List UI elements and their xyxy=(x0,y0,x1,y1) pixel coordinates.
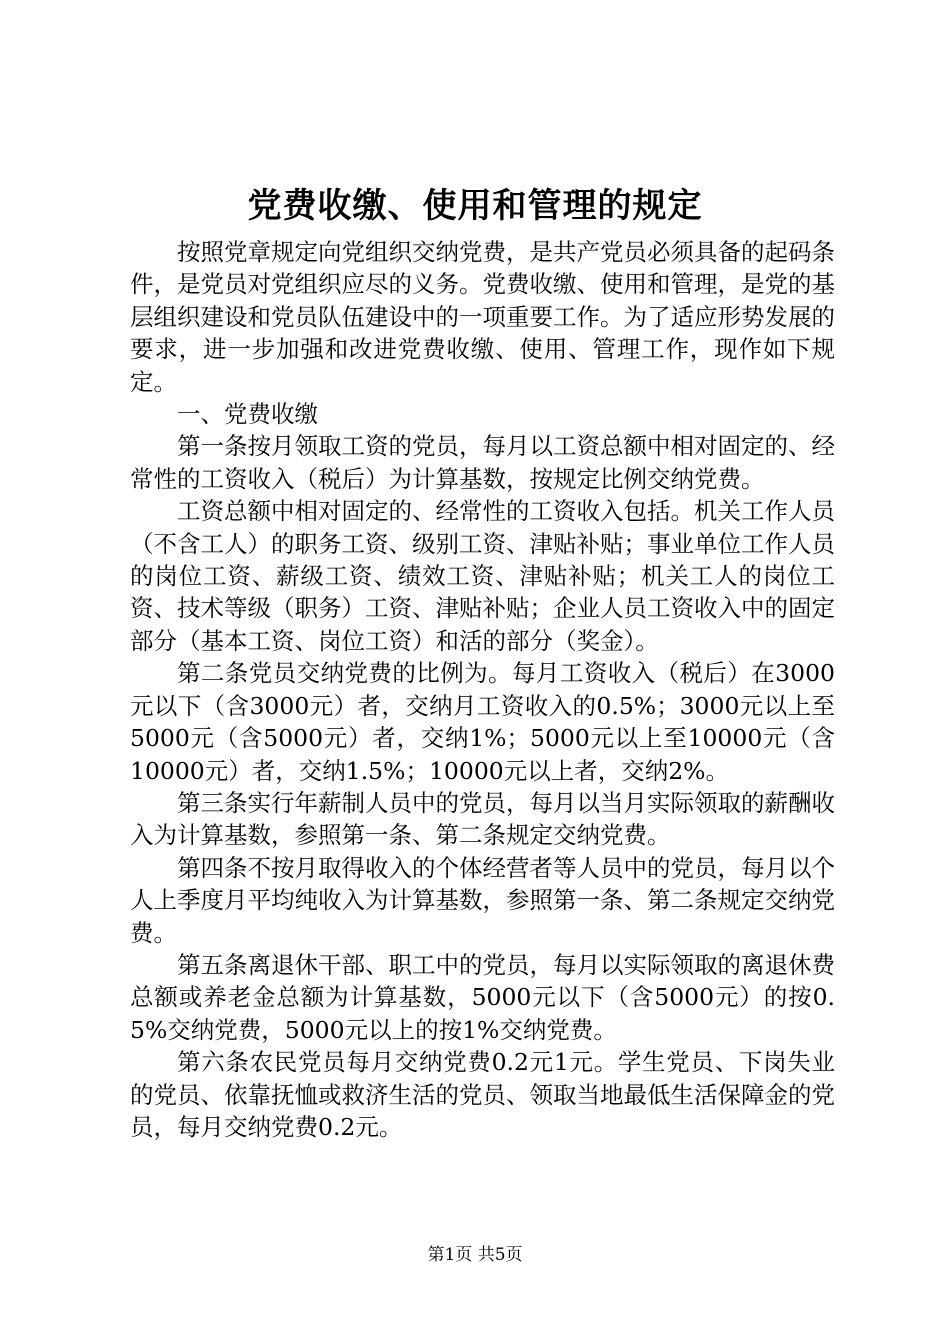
paragraph-wage-definition: 工资总额中相对固定的、经常性的工资收入包括。机关工作人员（不含工人）的职务工资、级别工资、津贴补贴；事业单位工作人员的岗位工资、薪级工资、绩效工资、津贴补贴；机关工人的岗位工资、技术等级（职务）工资、津贴补贴；企业人员工资收入中的固定部分（基本工资、岗位工资）和活的部分（奖金）。 xyxy=(130,497,835,655)
page-footer: 第1页 共5页 xyxy=(427,1245,523,1265)
paragraph-article-2: 第二条党员交纳党费的比例为。每月工资收入（税后）在3000元以下（含3000元）者，交纳月工资收入的0.5%；3000元以上至5000元（含5000元）者，交纳1%；5000元以上至10000元（含10000元）者，交纳1.5%；10000元以上者，交纳2%。 xyxy=(130,659,835,785)
paragraph-article-3: 第三条实行年薪制人员中的党员，每月以当月实际领取的薪酬收入为计算基数，参照第一条、第二条规定交纳党费。 xyxy=(130,788,835,850)
document-body xyxy=(130,236,835,1143)
paragraph-article-6: 第六条农民党员每月交纳党费0.2元1元。学生党员、下岗失业的党员、依靠抚恤或救济生活的党员、领取当地最低生活保障金的党员，每月交纳党费0.2元。 xyxy=(130,1048,835,1141)
paragraph-article-1: 第一条按月领取工资的党员，每月以工资总额中相对固定的、经常性的工资收入（税后）为计算基数，按规定比例交纳党费。 xyxy=(130,432,835,493)
section-heading-collection: 一、党费收缴 xyxy=(177,400,318,429)
document-title: 党费收缴、使用和管理的规定 xyxy=(247,186,703,226)
paragraph-article-5: 第五条离退休干部、职工中的党员，每月以实际领取的离退休费总额或养老金总额为计算基数，5000元以下（含5000元）的按0.5%交纳党费，5000元以上的按1%交纳党费。 xyxy=(130,950,835,1044)
paragraph-intro: 按照党章规定向党组织交纳党费，是共产党员必须具备的起码条件，是党员对党组织应尽的义务。党费收缴、使用和管理，是党的基层组织建设和党员队伍建设中的一项重要工作。为了适应形势发展的要求，进一步加强和改进党费收缴、使用、管理工作，现作如下规定。 xyxy=(130,238,835,396)
paragraph-article-4: 第四条不按月取得收入的个体经营者等人员中的党员，每月以个人上季度月平均纯收入为计算基数，参照第一条、第二条规定交纳党费。 xyxy=(130,853,835,947)
